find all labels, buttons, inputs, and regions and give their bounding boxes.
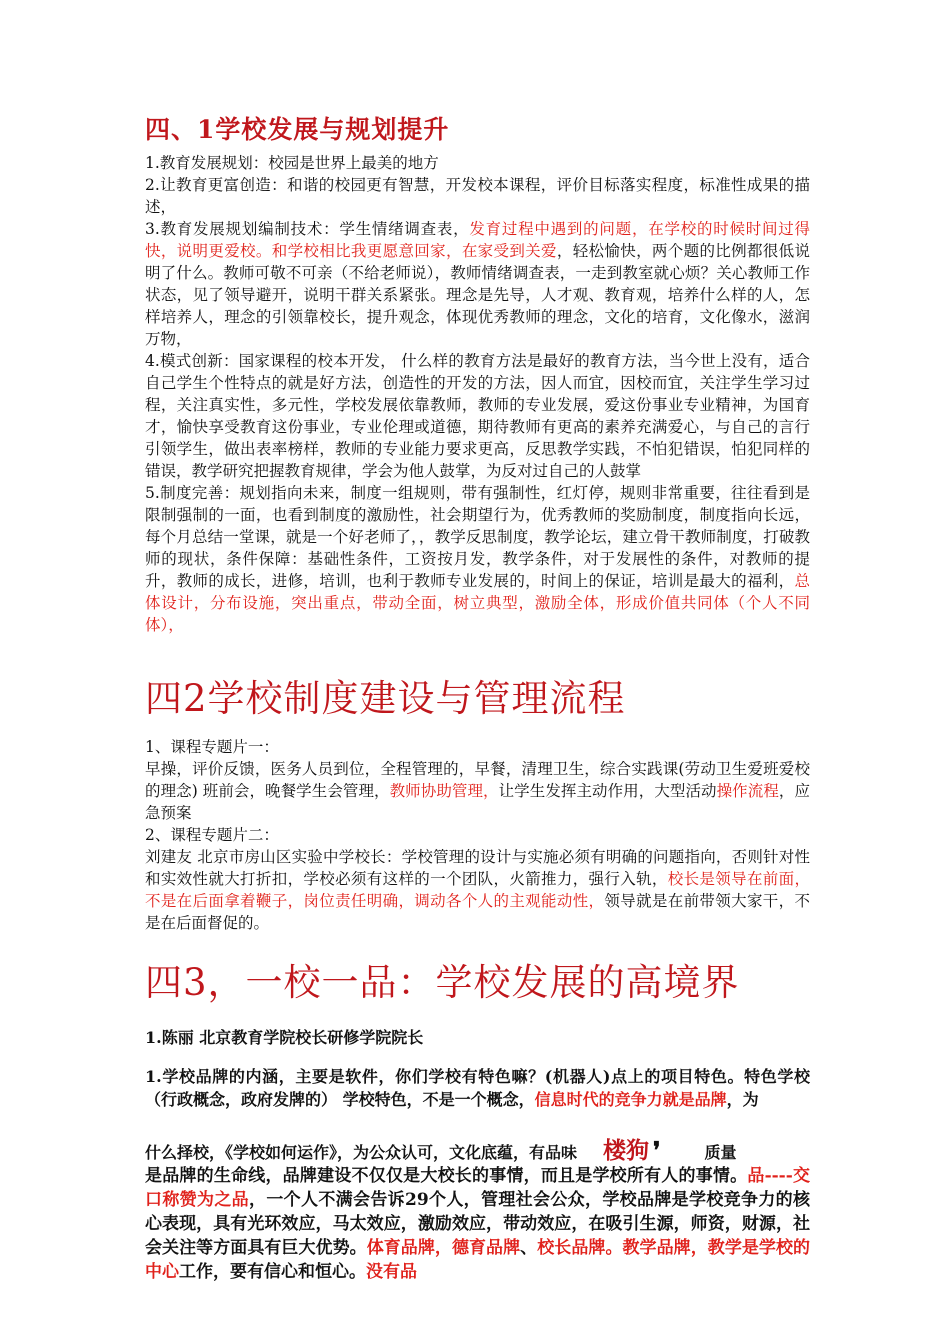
s2-p4-seg: 刘建友 北京市房山区实验中学校长：学校管理的设计与实施必须有明确的问题指向，否则针对性和实效性就大打折扣，学校必须有这样的一个团队，火箭推力，强行入轨， (145, 848, 810, 888)
s2-p2-seg: ，应急预案 (145, 782, 810, 822)
s1-para-3 (145, 218, 810, 350)
s1-para-5 (145, 482, 810, 636)
s1-p3-seg: 3.教育发展规划编制技术：学生情绪调查表， (145, 220, 470, 238)
s1-para-2: 2.让教育更富创造：和谐的校园更有智慧，开发校本课程，评价目标落实程度，标准性成果的描述， (145, 176, 810, 216)
s3-para-1: 1.陈丽 北京教育学院校长研修学院院长 (145, 1028, 424, 1047)
s3-p4-seg: 是品牌的生命线，品牌建设不仅仅是大校长的事情，而且是学校所有人的事情。 (145, 1166, 748, 1186)
s3-p2-seg: 1.学校品牌的内涵，主要是软件，你们学校有特色嘛？(机器人)点上的项目特色。特色学校（行政概念，政府发牌的） 学校特色，不是一个概念， (145, 1067, 810, 1109)
s3-para-4 (145, 1164, 810, 1284)
s3-p4-seg: 工作，要有信心和恒心。 (179, 1262, 366, 1282)
s2-p2-seg: 早操，评价反馈，医务人员到位，全程管理的，早餐，清理卫生，综合实践课(劳动卫生爱班爱校的理念) 班前会，晚餐学生会管理， (145, 760, 810, 800)
s3-p2-seg: ，为 (726, 1090, 759, 1109)
s2-p2-seg-red: 教师协助管理， (389, 782, 499, 800)
s3-p3-big-text: 楼狗 (603, 1137, 650, 1164)
s1-para-1: 1.教育发展规划：校园是世界上最美的地方 (145, 154, 439, 172)
s3-p3-text-end: 质量 (704, 1143, 737, 1162)
s3-p4-seg-red: 没有品 (366, 1262, 417, 1282)
s3-p3-text: 什么择校，《学校如何运作》，为公众认可，文化底蕴，有品味 (145, 1143, 578, 1162)
s2-para-2 (145, 758, 810, 824)
s1-p5-seg: 5.制度完善：规划指向未来，制度一组规则，带有强制性，红灯停，规则非常重要，往往看到是限制强制的一面，也看到制度的激励性，社会期望行为，优秀教师的奖励制度，制度指向长远，每个月总结一堂课，就是一个好老师了，，教学反思制度，教学论坛，建立骨干教师制度，打破教师的现状，条件保障：基础性条件，工资按月发，教学条件，对于发展性的条件，对教师的提升，教师的成长，进修，培训，也利于教师专业发展的，时间上的保证，培训是最大的福利， (145, 484, 810, 590)
s2-para-1: 1、课程专题片一： (145, 738, 279, 756)
s3-para-2 (145, 1065, 810, 1111)
s2-p4-seg-red: 校长是领导在前面，不是在后面拿着鞭子，岗位责任明确，调动各个人的主观能动性， (145, 870, 810, 910)
s3-p4-seg: 、 (520, 1238, 538, 1258)
section-1-title: 四、1学校发展与规划提升 (145, 115, 450, 144)
s3-p4-seg-red: 体育品牌，德育品牌 (366, 1238, 521, 1258)
s3-p4-seg-red: 品----交口称赞为之品 (145, 1166, 811, 1210)
s2-p2-seg: 让学生发挥主动作用，大型活动 (498, 782, 717, 800)
s2-p4-seg: 领导就是在前带领大家干，不是在后面督促的。 (145, 892, 810, 932)
s2-para-3: 2、课程专题片二： (145, 826, 279, 844)
section-3-title: 四3，一校一品：学校发展的高境界 (145, 961, 740, 1004)
s3-p4-seg-red: 校长品牌。教学品牌，教学是学校的中心 (145, 1238, 811, 1282)
s2-p2-seg-red: 操作流程 (716, 782, 779, 800)
s3-para-3 (145, 1139, 810, 1164)
s1-p3-seg: ，轻松愉快，两个题的比例都很低说明了什么。教师可敬不可亲（不给老师说），教师情绪调查表，一走到教室就心烦？关心教师工作状态，见了领导避开，说明干群关系紧张。理念是先导，人才观、教育观，培养什么样的人，怎样培养人，理念的引领靠校长，提升观念，体现优秀教师的理念，文化的培育，文化像水，滋润万物， (145, 242, 810, 348)
section-2-title: 四2学校制度建设与管理流程 (145, 677, 626, 720)
s1-para-4: 4.模式创新：国家课程的校本开发， 什么样的教育方法是最好的教育方法，当今世上没有，适合自己学生个性特点的就是好方法，创造性的开发的方法，因人而宜，因校而宜，关注学生学习过程，关注真实性，多元性，学校发展依靠教师，教师的专业发展，爱这份事业专业精神，为国育才，愉快享受教育这份事业，专业伦理或道德，期待教师有更高的素养充满爱心，与自己的言行引领学生，做出表率榜样，教师的专业能力要求更高，反思教学实践，不怕犯错误，怕犯同样的错误，教学研究把握教育规律，学会为他人鼓掌，为反对过自己的人鼓掌 (145, 352, 810, 480)
s1-p3-seg-red: 发育过程中遇到的问题，在学校的时候时间过得快，说明更爱校。和学校相比我更愿意回家，在家受到关爱 (145, 220, 810, 260)
s3-p2-seg-red: 信息时代的竞争力就是品牌 (534, 1090, 727, 1109)
s3-p3-mark: ❜ (653, 1137, 661, 1164)
document-page (145, 112, 810, 1284)
s1-p5-seg-red: 总体设计，分布设施，突出重点，带动全面，树立典型，激励全体，形成价值共同体（个人不同体）， (145, 572, 810, 634)
s2-para-4 (145, 846, 810, 934)
s3-p4-seg: ，一个人不满会告诉29个人，管理社会公众，学校品牌是学校竞争力的核心表现，具有光环效应，马太效应，激励效应，带动效应，在吸引生源，师资，财源，社会关注等方面具有巨大优势。 (145, 1190, 811, 1258)
